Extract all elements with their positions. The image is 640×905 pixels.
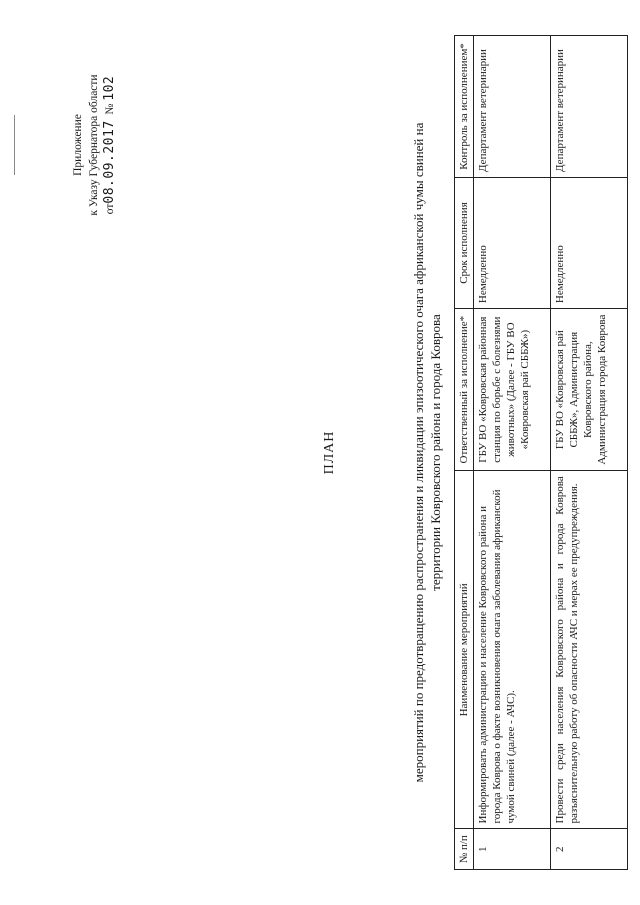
row-num: 2 bbox=[551, 829, 628, 870]
row-name: Информировать администрацию и население Ковровского района и города Коврова о факте возникновения очага заболевания африканской чумой свиней (далее - АЧС). bbox=[474, 471, 551, 829]
row-deadline: Немедленно bbox=[474, 177, 551, 308]
annex-decree: к Указу Губернатора области bbox=[88, 74, 100, 216]
header-name: Наименование мероприятий bbox=[455, 471, 474, 829]
annex-label: Приложение bbox=[72, 114, 84, 176]
annex-date-prefix: от bbox=[104, 203, 116, 215]
annex-block bbox=[70, 25, 118, 265]
row-deadline: Немедленно bbox=[551, 177, 628, 308]
annex-number: 102 bbox=[102, 75, 117, 101]
plan-title: ПЛАН bbox=[322, 430, 337, 475]
row-responsible: ГБУ ВО «Ковровская рай СББЖ», Администрация Ковровского района, Администрация города Коврова bbox=[551, 309, 628, 471]
annex-number-sign: № bbox=[104, 103, 116, 115]
annex-date: 08.09.2017 bbox=[102, 120, 117, 204]
table-row bbox=[551, 36, 628, 870]
table-row bbox=[474, 36, 551, 870]
plan-table bbox=[454, 35, 628, 870]
row-num: 1 bbox=[474, 829, 551, 870]
plan-subtitle: мероприятий по предотвращению распространения и ликвидации эпизоотического очага африканской чумы свиней на территории Ковровского района и города Коврова bbox=[411, 122, 443, 783]
header-deadline: Срок исполнения bbox=[455, 177, 474, 308]
table-header-row bbox=[455, 36, 474, 870]
header-responsible: Ответственный за исполнение* bbox=[455, 309, 474, 471]
header-num: № п/п bbox=[455, 829, 474, 870]
row-control: Департамент ветеринарии bbox=[551, 36, 628, 178]
annex-date-line bbox=[102, 25, 118, 265]
row-responsible: ГБУ ВО «Ковровская районная станция по борьбе с болезнями животных» (Далее - ГБУ ВО «Ковровская рай СББЖ») bbox=[474, 309, 551, 471]
row-name: Провести среди населения Ковровского района и города Коврова разъяснительную работу об опасности АЧС и мерах ее предупреждения. bbox=[551, 471, 628, 829]
row-control: Департамент ветеринарии bbox=[474, 36, 551, 178]
header-control: Контроль за исполнением* bbox=[455, 36, 474, 178]
